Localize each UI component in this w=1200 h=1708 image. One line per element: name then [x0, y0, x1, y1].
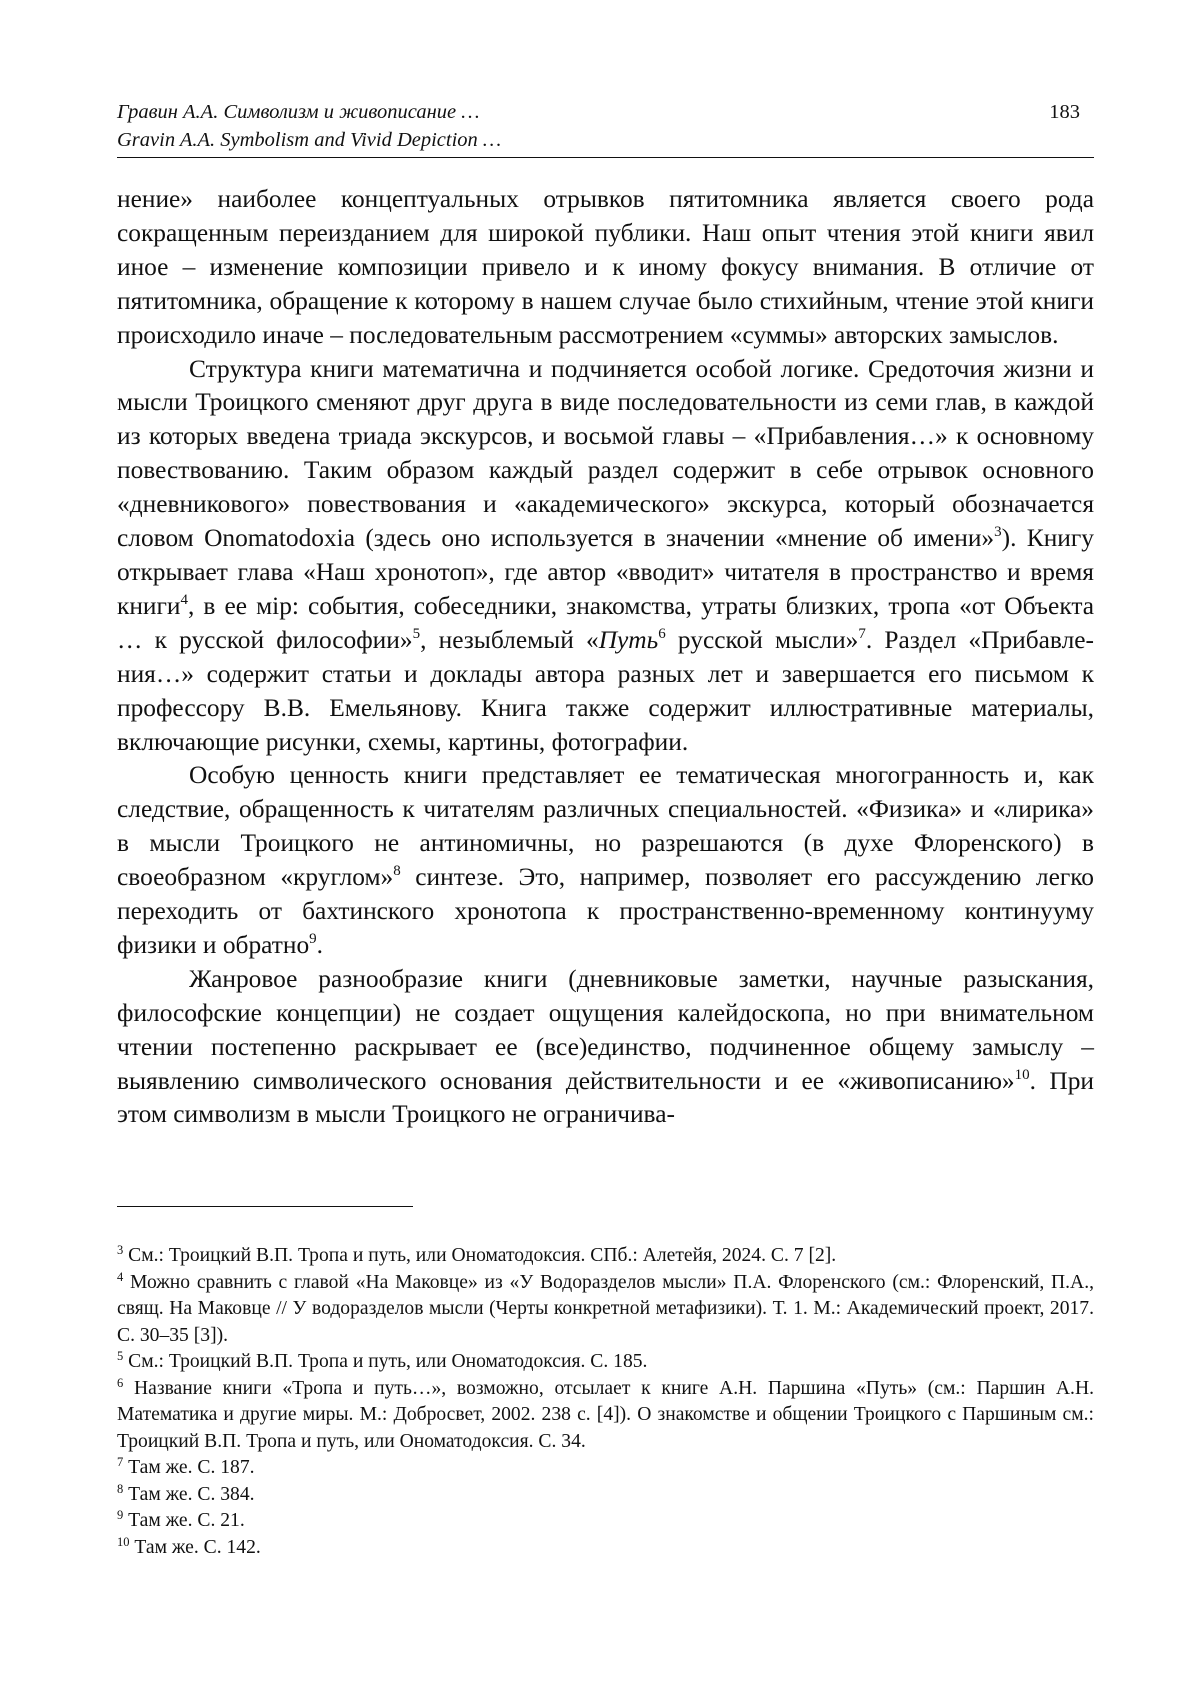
paragraph-1: нение» наиболее концептуальных отрывков пятитомника является своего рода сокращенным переизданием для широкой публики. Наш опыт чтения этой книги явил иное – изменение композиции привело и к иному фокусу внимания. В отличие от пятитомника, обращение к которому в нашем случае было стихийным, чтение этой книги происходило иначе – последовательным рассмотрением «суммы» авторских замыслов. — [117, 185, 1094, 349]
footnote-ref-4[interactable]: 4 — [180, 591, 189, 608]
footnote-ref-9[interactable]: 9 — [309, 930, 317, 947]
footnote-5: $^5$ См.: Троицкий В.П. Тропа и путь, или Ономатодоксия. С. 185. — [117, 1349, 648, 1372]
paragraph-2: Структура книги математична и подчиняется особой логике. Средоточия жизни и мысли Троицкого сменяют друг друга в виде последовательности из семи глав, в каждой из которых введена триада экскурсов, и восьмой главы – «Прибавления…» к основному повествованию. Таким образом каждый раздел содержит в себе отрывок основного «дневникового» повествования и «академического» экскурса, который обозначается словом Onomatodoxia (здесь оно используется в значении «мнение об имени»$^3$). Книгу открывает глава «Наш хронотоп», где автор «вводит» читателя в пространство и время книги$^4$, в ее міp: события, собеседники, знакомства, утраты близких, тропа «от Объекта … к русской философии»$^5$, незыблемый «Путь$^6$ русской мысли»$^7$. Раздел «Прибавления…» содержит статьи и доклады автора разных лет и завершается его письмом к профессору В.В. Емельянову. Книга также содержит иллюстративные материалы, включающие рисунки, схемы, картины, фотографии. — [117, 354, 1094, 756]
footnote-3: $^3$ См.: Троицкий В.П. Тропа и путь, или Ономатодоксия. СПб.: Алетейя, 2024. С. 7 [2]. — [117, 1243, 837, 1266]
footnote-ref-5[interactable]: 5 — [412, 625, 421, 642]
header-title-en: Gravin A.A. Symbolism and Vivid Depiction … — [117, 129, 502, 151]
footnote-9: $^9$ Там же. С. 21. — [117, 1508, 245, 1531]
footnotes — [117, 1243, 1094, 1561]
running-header — [117, 98, 1094, 154]
italic-put: Путь — [598, 625, 659, 654]
footnote-6: $^6$ Название книги «Тропа и путь…», возможно, отсылает к книге А.Н. Паршина «Путь» (см.: Паршин А.Н. Математика и другие миры. М.: Добросвет, 2002. 238 с. [4]). О знакомстве и общении Троицкого с Паршиным см.: Троицкий В.П. Тропа и путь, или Ономатодоксия. С. 34. — [117, 1375, 1094, 1452]
footnote-ref-7[interactable]: 7 — [858, 625, 866, 642]
paragraph-4: Жанровое разнообразие книги (дневниковые заметки, научные разыскания, философские концепции) не создает ощущения калейдоскопа, но при внимательном чтении постепенно раскрывает ее (все)единство, подчиненное общему замыслу – выявлению символического основания действительности и ее «живописанию»$^{10}$. При этом символизм в мысли Троицкого не ограничива- — [117, 964, 1094, 1129]
footnote-ref-8[interactable]: 8 — [393, 863, 401, 880]
header-title-ru: Гравин А.А. Символизм и живописание … — [117, 101, 480, 123]
paragraph-3: Особую ценность книги представляет ее тематическая многогранность и, как следствие, обращенность к читателям различных специальностей. «Физика» и «лирика» в мысли Троицкого не антиномичны, но разрешаются (в духе Флоренского) в своеобразном «круглом»$^8$ синтезе. Это, например, позволяет его рассуждению легко переходить от бахтинского хронотопа к пространственно-временному континууму физики и обратно$^9$. — [117, 761, 1094, 959]
footnote-8: $^8$ Там же. С. 384. — [117, 1481, 255, 1505]
footnote-divider — [117, 1206, 413, 1207]
footnote-10: $^{10}$ Там же. С. 142. — [117, 1534, 261, 1558]
footnote-ref-10[interactable]: 10 — [1014, 1066, 1030, 1083]
footnote-7: $^7$ Там же. С. 187. — [117, 1455, 255, 1478]
footnote-ref-6[interactable]: 6 — [658, 625, 666, 642]
page-number: 183 — [1049, 101, 1080, 123]
main-text — [117, 183, 1094, 1132]
footnote-4: $^4$ Можно сравнить с главой «На Маковце» из «У Водоразделов мысли» П.А. Флоренского (см.: Флоренский, П.А., свящ. На Маковце // У водоразделов мысли (Черты конкретной метафизики). Т. 1. М.: Академический проект, 2017. С. 30–35 [3]). — [117, 1269, 1094, 1346]
footnote-ref-3[interactable]: 3 — [994, 524, 1002, 541]
header-divider — [117, 157, 1094, 158]
